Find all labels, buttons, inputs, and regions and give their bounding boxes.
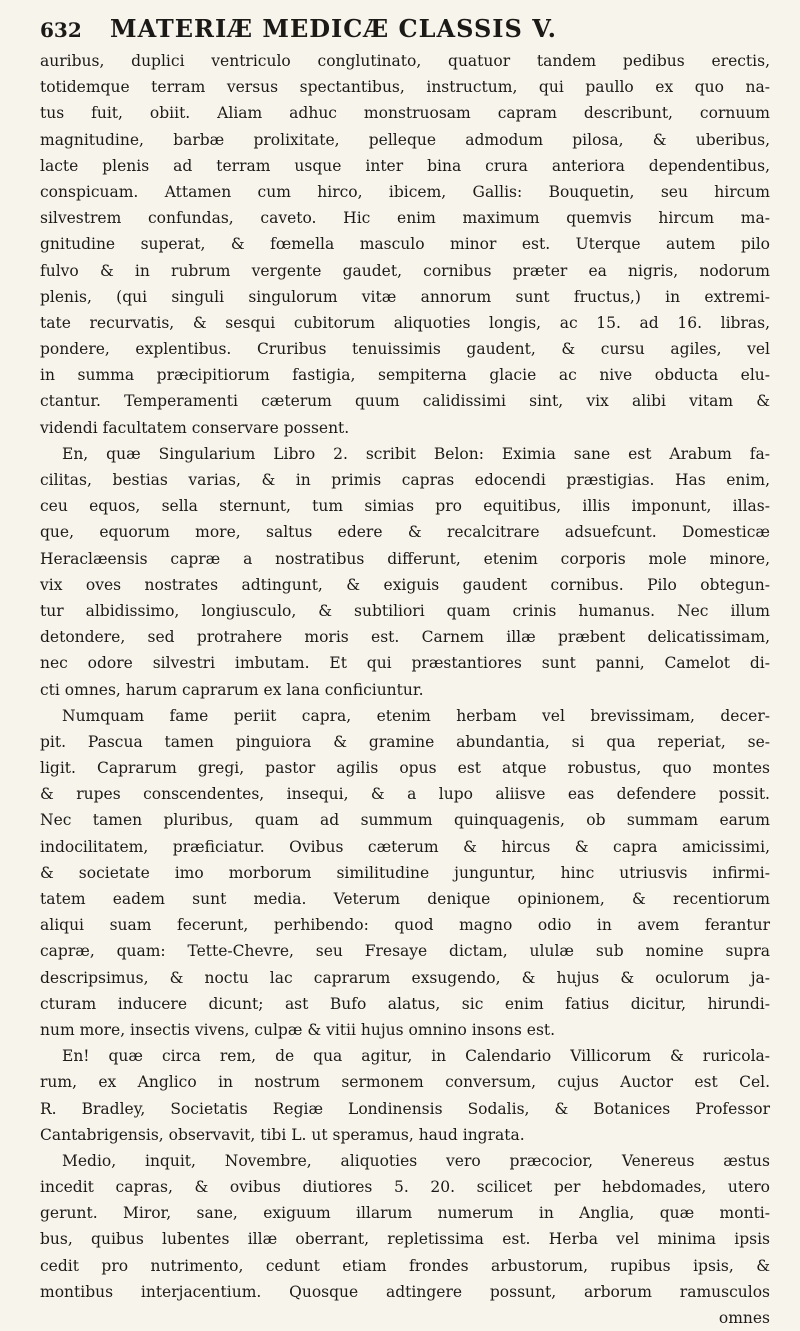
- text-line: magnitudine, barbæ prolixitate, pelleque admodum pilosa, & uberibus,: [40, 130, 770, 149]
- text-line: lacte plenis ad terram usque inter bina crura anteriora dependentibus,: [40, 156, 770, 175]
- text-line: vix oves nostrates adtingunt, & exiguis gaudent cornibus. Pilo obtegun-: [40, 575, 770, 594]
- text-line: tate recurvatis, & sesqui cubitorum aliquoties longis, ac 15. ad 16. libras,: [40, 313, 770, 332]
- text-line: cilitas, bestias varias, & in primis capras edocendi præstigias. Has enim,: [40, 471, 770, 489]
- text-line: Heraclæensis capræ a nostratibus differunt, etenim corporis mole minore,: [40, 549, 770, 568]
- text-line: rum, ex Anglico in nostrum sermonem conversum, cujus Auctor est Cel.: [40, 1073, 770, 1092]
- text-line: gerunt. Miror, sane, exiguum illarum numerum in Anglia, quæ monti-: [40, 1204, 770, 1223]
- text-line: Cantabrigensis, observavit, tibi L. ut speramus, haud ingrata.: [40, 1125, 525, 1144]
- text-line: pit. Pascua tamen pinguiora & gramine abundantia, si qua reperiat, se-: [40, 732, 770, 751]
- text-line: totidemque terram versus spectantibus, instructum, qui paullo ex quo na-: [40, 78, 770, 97]
- text-line: ligit. Caprarum gregi, pastor agilis opus est atque robustus, quo montes: [40, 759, 770, 778]
- page-header: [40, 8, 770, 44]
- running-title: MATERIÆ MEDICÆ CLASSIS V.: [110, 14, 557, 43]
- text-line: in summa præcipitiorum fastigia, sempiterna glacie ac nive obducta elu-: [40, 366, 770, 385]
- text-line: tur albidissimo, longiusculo, & subtiliori quam crinis humanus. Nec illum: [40, 601, 770, 620]
- text-line: R. Bradley, Societatis Regiæ Londinensis Sodalis, & Botanices Professor: [40, 1099, 770, 1118]
- text-line: aliqui suam fecerunt, perhibendo: quod magno odio in avem ferantur: [40, 916, 770, 935]
- text-line: conspicuam. Attamen cum hirco, ibicem, Gallis: Bouquetin, seu hircum: [40, 182, 770, 201]
- text-line: Nec tamen pluribus, quam ad summum quinquagenis, ob summam earum: [40, 811, 770, 830]
- text-line: plenis, (qui singuli singulorum vitæ annorum sunt fructus,) in extremi-: [40, 287, 770, 306]
- text-line: detondere, sed protrahere moris est. Carnem illæ præbent delicatissimam,: [40, 628, 770, 647]
- text-line: tus fuit, obiit. Aliam adhuc monstruosam capram describunt, cornuum: [40, 104, 770, 123]
- text-line: descripsimus, & noctu lac caprarum exsugendo, & hujus & oculorum ja-: [40, 968, 770, 987]
- paragraph-start-line: Numquam fame periit capra, etenim herbam vel brevissimam, decer-: [62, 706, 770, 725]
- text-line: & societate imo morborum similitudine junguntur, hinc utriusvis infirmi-: [40, 863, 770, 882]
- text-line: ceu equos, sella sternunt, tum simias pro equitibus, illis imponunt, illas-: [40, 497, 770, 516]
- text-line: tatem eadem sunt media. Veterum denique opinionem, & recentiorum: [40, 890, 770, 908]
- text-line: fulvo & in rubrum vergente gaudet, cornibus præter ea nigris, nodorum: [40, 261, 770, 280]
- text-line: cti omnes, harum caprarum ex lana conficiuntur.: [40, 680, 424, 699]
- text-line: incedit capras, & ovibus diutiores 5. 20. scilicet per hebdomades, utero: [40, 1178, 770, 1197]
- text-line: videndi facultatem conservare possent.: [40, 418, 350, 437]
- text-line: & rupes conscendentes, insequi, & a lupo aliisve eas defendere possit.: [40, 785, 770, 804]
- text-line: que, equorum more, saltus edere & recalcitrare adsuefcunt. Domesticæ: [40, 523, 770, 542]
- text-line: auribus, duplici ventriculo conglutinato, quatuor tandem pedibus erectis,: [40, 52, 770, 70]
- text-line: pondere, explentibus. Cruribus tenuissimis gaudent, & cursu agiles, vel: [40, 340, 770, 359]
- text-line: num more, insectis vivens, culpæ & vitii hujus omnino insons est.: [40, 1020, 556, 1039]
- text-line: ctantur. Temperamenti cæterum quum calidissimi sint, vix alibi vitam &: [40, 392, 770, 411]
- body-text: [40, 48, 770, 1331]
- paragraph-start-line: En, quæ Singularium Libro 2. scribit Belon: Eximia sane est Arabum fa-: [62, 444, 770, 463]
- text-line: gnitudine superat, & fœmella masculo minor est. Uterque autem pilo: [40, 235, 770, 254]
- paragraph-start-line: Medio, inquit, Novembre, aliquoties vero præcocior, Venereus æstus: [62, 1151, 770, 1170]
- text-line: nec odore silvestri imbutam. Et qui præstantiores sunt panni, Camelot di-: [40, 654, 770, 673]
- text-line: capræ, quam: Tette-Chevre, seu Fresaye dictam, ululæ sub nomine supra: [40, 942, 770, 961]
- catchword: omnes: [718, 1309, 770, 1327]
- paragraph-start-line: En! quæ circa rem, de qua agitur, in Calendario Villicorum & ruricola-: [62, 1047, 770, 1066]
- page-number: 632: [40, 18, 82, 42]
- text-line: bus, quibus lubentes illæ oberrant, repletissima est. Herba vel minima ipsis: [40, 1230, 770, 1249]
- text-line: silvestrem confundas, caveto. Hic enim maximum quemvis hircum ma-: [40, 209, 770, 228]
- text-line: indocilitatem, præficiatur. Ovibus cæterum & hircus & capra amicissimi,: [40, 837, 770, 856]
- text-line: cedit pro nutrimento, cedunt etiam frondes arbustorum, rupibus ipsis, &: [40, 1256, 770, 1275]
- text-line: montibus interjacentium. Quosque adtingere possunt, arborum ramusculos: [40, 1282, 770, 1301]
- text-line: cturam inducere dicunt; ast Bufo alatus, sic enim fatius dicitur, hirundi-: [40, 994, 770, 1013]
